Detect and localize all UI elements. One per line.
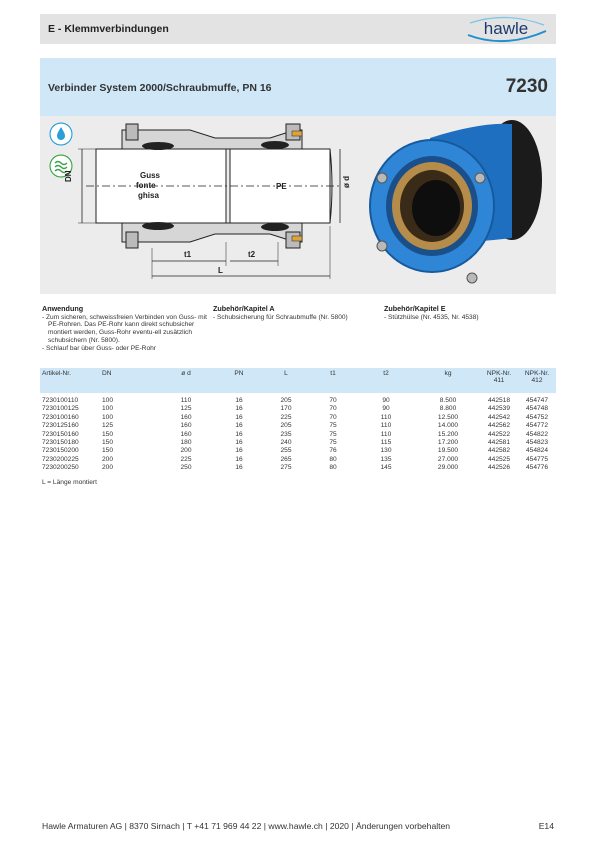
- table-cell: 454823: [525, 439, 548, 447]
- table-cell: 200: [180, 447, 192, 455]
- table-cell: 7230125160: [42, 422, 79, 430]
- svg-text:Guss: Guss: [140, 171, 161, 180]
- table-row: [40, 422, 556, 430]
- table-cell: 180: [180, 439, 192, 447]
- section-title: Anwendung: [42, 304, 84, 313]
- table-cell: 454747: [525, 397, 548, 404]
- table-cell: 7230200250: [42, 464, 79, 472]
- page-header: [40, 14, 556, 44]
- table-row: [40, 393, 556, 405]
- svg-text:L: L: [218, 266, 223, 275]
- section-anwendung: [42, 305, 207, 352]
- table-cell: 75: [329, 439, 337, 447]
- table-cell: 110: [180, 397, 192, 404]
- table-row: [40, 414, 556, 422]
- table-cell: 70: [329, 397, 337, 404]
- page-number: E14: [538, 821, 554, 831]
- table-cell: 442522: [487, 430, 510, 438]
- table-cell: 27.000: [437, 455, 459, 463]
- table-cell: 145: [380, 464, 392, 472]
- table-cell: 16: [235, 405, 243, 413]
- table-cell: 442542: [487, 413, 510, 421]
- table-row: [40, 439, 556, 447]
- table-cell: 8.500: [439, 397, 457, 404]
- table-cell: 454822: [525, 430, 548, 438]
- table-cell: 205: [280, 397, 292, 404]
- table-body: [40, 393, 556, 473]
- svg-text:PE: PE: [276, 182, 287, 191]
- col-header: L: [284, 370, 288, 377]
- list-item: - Schubsicherung für Schraubmuffe (Nr. 5800): [213, 314, 378, 322]
- table-cell: 16: [235, 439, 243, 447]
- table-cell: 7230100125: [42, 405, 79, 413]
- table-cell: 8.800: [439, 405, 457, 413]
- svg-text:t1: t1: [184, 250, 192, 259]
- table-cell: 7230100160: [42, 413, 79, 421]
- table-cell: 125: [102, 422, 114, 430]
- table-cell: 454772: [525, 422, 548, 430]
- table-cell: 454776: [525, 464, 548, 472]
- table-cell: 75: [329, 430, 337, 438]
- product-figure: [40, 116, 556, 294]
- table-cell: 7230200225: [42, 455, 79, 463]
- table-row: [40, 464, 556, 472]
- col-header: t1: [330, 370, 336, 377]
- table-cell: 160: [180, 422, 192, 430]
- svg-text:hawle: hawle: [483, 19, 529, 38]
- table-cell: 19.500: [437, 447, 459, 455]
- table-cell: 14.000: [437, 422, 459, 430]
- col-header: t2: [383, 370, 389, 377]
- table-cell: 15.200: [437, 430, 459, 438]
- table-cell: 100: [102, 405, 114, 413]
- table-header-row: [40, 368, 556, 393]
- table-cell: 16: [235, 422, 243, 430]
- product-banner: [40, 58, 556, 116]
- table-cell: 442562: [487, 422, 510, 430]
- table-cell: 454748: [525, 405, 548, 413]
- table-cell: 16: [235, 455, 243, 463]
- svg-text:fonte: fonte: [136, 181, 156, 190]
- table-cell: 160: [180, 430, 192, 438]
- table-cell: 16: [235, 447, 243, 455]
- table-cell: 7230150180: [42, 439, 79, 447]
- svg-text:ø d: ø d: [342, 176, 351, 188]
- table-row: [40, 405, 556, 413]
- list-item: - Stützhülse (Nr. 4535, Nr. 4538): [384, 314, 554, 322]
- col-header: NPK-Nr. 411: [486, 370, 512, 384]
- section-title: Zubehör/Kapitel E: [384, 304, 446, 313]
- col-header: ø d: [181, 370, 191, 377]
- table-cell: 150: [102, 439, 114, 447]
- table-cell: 250: [180, 464, 192, 472]
- table-row: [40, 431, 556, 439]
- table-cell: 12.500: [437, 413, 459, 421]
- table-cell: 454824: [525, 447, 548, 455]
- table-cell: 16: [235, 413, 243, 421]
- product-number: 7230: [505, 76, 548, 97]
- table-cell: 442539: [487, 405, 510, 413]
- table-row: [40, 456, 556, 464]
- col-header: DN: [102, 370, 112, 377]
- table-cell: 454752: [525, 413, 548, 421]
- table-cell: 16: [235, 464, 243, 472]
- table-note: L = Länge montiert: [42, 479, 97, 486]
- table-cell: 265: [280, 455, 292, 463]
- table-cell: 80: [329, 455, 337, 463]
- table-cell: 130: [380, 447, 392, 455]
- table-cell: 125: [180, 405, 192, 413]
- table-cell: 100: [102, 413, 114, 421]
- table-cell: 442582: [487, 447, 510, 455]
- table-cell: 442525: [487, 455, 510, 463]
- product-photo: [360, 116, 556, 294]
- svg-text:ghisa: ghisa: [138, 191, 159, 200]
- table-cell: 442526: [487, 464, 510, 472]
- product-title: Verbinder System 2000/Schraubmuffe, PN 16: [48, 82, 272, 94]
- table-cell: 240: [280, 439, 292, 447]
- col-header: PN: [234, 370, 244, 377]
- table-cell: 110: [380, 413, 392, 421]
- product-table: [40, 368, 556, 473]
- table-cell: 454775: [525, 455, 548, 463]
- hawle-logo: [460, 15, 550, 43]
- table-cell: 76: [329, 447, 337, 455]
- table-row: [40, 447, 556, 455]
- table-cell: 150: [102, 447, 114, 455]
- table-cell: 75: [329, 422, 337, 430]
- table-cell: 110: [380, 422, 392, 430]
- table-cell: 90: [382, 405, 390, 413]
- section-title: Zubehör/Kapitel A: [213, 304, 275, 313]
- table-cell: 90: [382, 397, 390, 404]
- svg-text:DN: DN: [64, 170, 73, 182]
- table-cell: 442518: [487, 397, 510, 404]
- technical-drawing: [40, 116, 360, 294]
- table-cell: 7230100110: [42, 397, 79, 404]
- page-footer: [42, 821, 554, 831]
- table-cell: 442581: [487, 439, 510, 447]
- table-cell: 150: [102, 430, 114, 438]
- table-cell: 160: [180, 413, 192, 421]
- col-header: kg: [444, 370, 452, 377]
- table-cell: 70: [329, 405, 337, 413]
- table-cell: 225: [180, 455, 192, 463]
- table-cell: 7230150160: [42, 430, 79, 438]
- table-cell: 17.200: [437, 439, 459, 447]
- table-cell: 70: [329, 413, 337, 421]
- table-cell: 200: [102, 464, 114, 472]
- table-cell: 110: [380, 430, 392, 438]
- table-cell: 225: [280, 413, 292, 421]
- table-cell: 7230150200: [42, 447, 79, 455]
- table-cell: 255: [280, 447, 292, 455]
- table-cell: 200: [102, 455, 114, 463]
- table-cell: 80: [329, 464, 337, 472]
- col-header: Artikel-Nr.: [42, 370, 71, 377]
- section-zubehoer-e: [384, 305, 554, 321]
- list-item: - Schlauf bar über Guss- oder PE-Rohr: [42, 345, 207, 353]
- table-cell: 16: [235, 430, 243, 438]
- table-cell: 205: [280, 422, 292, 430]
- list-item: - Zum sicheren, schweissfreien Verbinden von Guss- mit PE-Rohren. Das PE-Rohr kann direkt schubsicher montiert werden, Guss-Rohr eventu-ell zusätzlich schubsichern (Nr. 5800).: [42, 314, 207, 345]
- chapter-title: E - Klemmverbindungen: [48, 23, 169, 35]
- col-header: NPK-Nr. 412: [524, 370, 550, 384]
- table-cell: 29.000: [437, 464, 459, 472]
- table-cell: 235: [280, 430, 292, 438]
- svg-text:t2: t2: [248, 250, 256, 259]
- table-cell: 115: [380, 439, 392, 447]
- footer-company-info: Hawle Armaturen AG | 8370 Sirnach | T +41 71 969 44 22 | www.hawle.ch | 2020 | Änderungen vorbehalten: [42, 821, 451, 831]
- table-cell: 100: [102, 397, 114, 404]
- table-cell: 170: [280, 405, 292, 413]
- table-cell: 275: [280, 464, 292, 472]
- table-cell: 16: [235, 397, 243, 404]
- section-zubehoer-a: [213, 305, 378, 321]
- table-cell: 135: [380, 455, 392, 463]
